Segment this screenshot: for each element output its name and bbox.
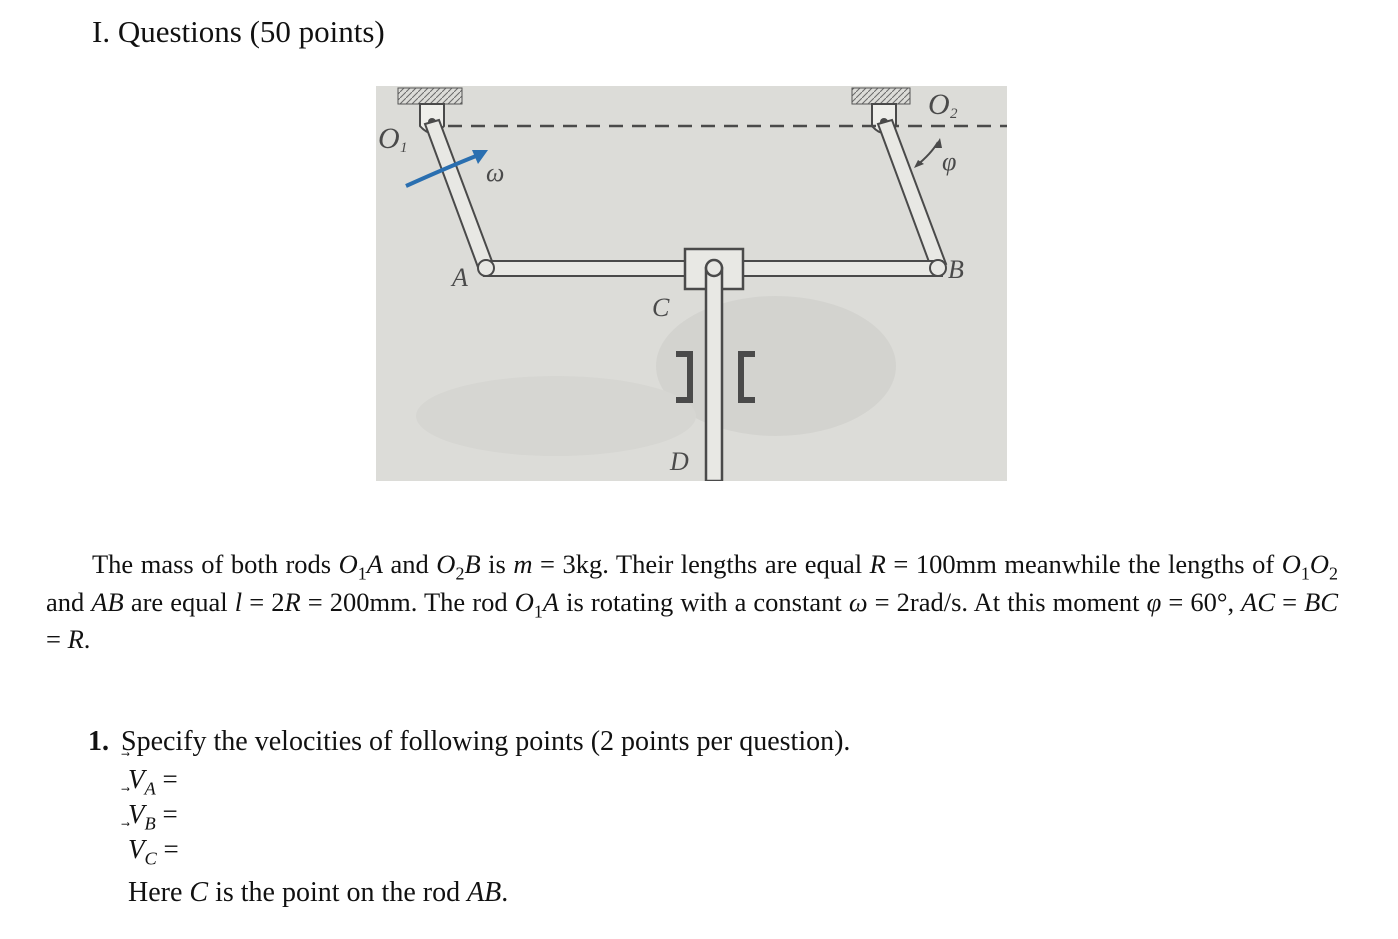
background-smudge: [416, 376, 696, 456]
label-b: B: [948, 255, 964, 284]
mechanism-figure: [376, 86, 1007, 481]
question-number: 1.: [88, 726, 109, 757]
joint-b: [930, 260, 946, 276]
label-omega: ω: [486, 158, 505, 187]
question-text: Specify the velocities of following points (2 points per question).: [121, 726, 851, 757]
label-phi: φ: [942, 147, 957, 176]
label-o1: O: [378, 122, 400, 155]
rod-cd: [706, 268, 722, 481]
velocity-vb: $V_B$ =: [128, 799, 178, 834]
problem-statement: The mass of both rods $O_1A$ and $O_2B$ is m = 3kg. Their lengths are equal R = 100mm meanwhile the lengths of $O_1O_2$ and AB are equal l = 2R = 200mm. The rod $O_1A$ is rotating with a constant ω = 2rad/s. At this moment φ = 60°, AC = BC = R.: [46, 549, 1339, 654]
mechanism-diagram: [376, 86, 1007, 481]
label-a: A: [452, 263, 468, 292]
label-d: D: [670, 447, 689, 476]
support-o2-hatch: [852, 88, 910, 104]
label-c: C: [652, 293, 670, 322]
velocity-va: $V_A$ =: [128, 764, 178, 799]
velocity-vc: $V_C$ =: [128, 834, 179, 869]
joint-a: [478, 260, 494, 276]
joint-c: [706, 260, 722, 276]
question-1: [88, 726, 850, 758]
velocity-equations: [128, 764, 179, 869]
label-o1-sub: 1: [400, 140, 408, 156]
label-o2: O: [928, 88, 950, 121]
label-o2-sub: 2: [950, 106, 958, 122]
section-heading: I. Questions (50 points): [92, 14, 385, 49]
support-o1-hatch: [398, 88, 462, 104]
question-note: Here C is the point on the rod AB.: [128, 877, 509, 908]
